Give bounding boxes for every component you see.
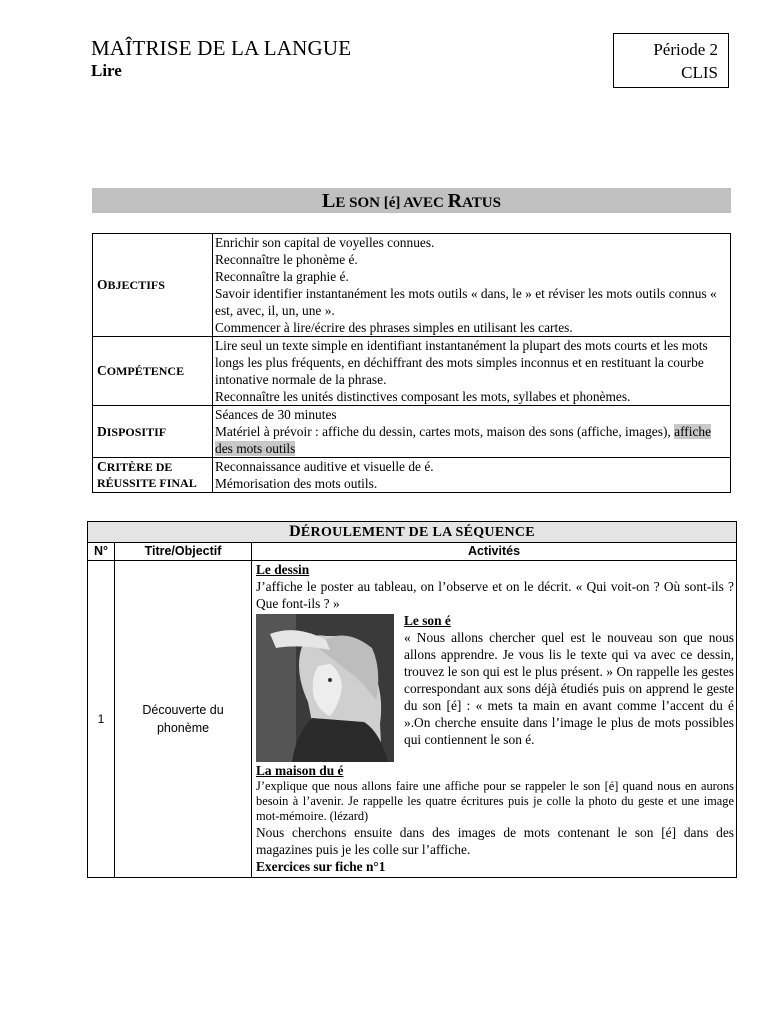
child-photo-icon bbox=[256, 614, 394, 762]
table-row-critere bbox=[93, 458, 731, 493]
page-title: MAÎTRISE DE LA LANGUE bbox=[91, 36, 352, 60]
col-header-activites: Activités bbox=[252, 543, 737, 561]
activity-text-magazines: Nous cherchons ensuite dans des images de mots contenant le son [é] dans des magazines puis je les colle sur l’affiche. bbox=[256, 825, 734, 857]
seq-title-rest-2: ATUS bbox=[462, 195, 501, 211]
activity-title-son: Le son é bbox=[404, 613, 451, 628]
row-label: DISPOSITIF bbox=[93, 406, 213, 458]
deroulement-title: DÉROULEMENT DE LA SÉQUENCE bbox=[88, 522, 737, 543]
row-value: Séances de 30 minutes Matériel à prévoir : affiche du dessin, cartes mots, maison des sons (affiche, images), affiche des mots outils bbox=[213, 406, 731, 458]
activity-title-maison: La maison du é bbox=[256, 763, 344, 778]
row-num: 1 bbox=[88, 561, 115, 878]
activity-title-dessin: Le dessin bbox=[256, 562, 310, 577]
seq-title-rest-1: E SON [é] AVEC bbox=[335, 195, 448, 211]
table-row-objectifs bbox=[93, 234, 731, 337]
table-row bbox=[88, 561, 737, 878]
row-label: COMPÉTENCE bbox=[93, 337, 213, 406]
photo-image bbox=[256, 614, 394, 762]
sequence-title-banner bbox=[92, 188, 731, 213]
page-subtitle: Lire bbox=[91, 61, 122, 80]
objectifs-table bbox=[92, 233, 731, 493]
row-value: Lire seul un texte simple en identifiant instantanément la plupart des mots courts et les mots longs les plus fréquents, en déchiffrant des mots simples inconnus et en restituant la courbe intonative normale de la phrase. Reconnaître les unités distinctives composant les mots, syllabes et phonèmes. bbox=[213, 337, 731, 406]
row-label: CRITÈRE DE RÉUSSITE FINAL bbox=[93, 458, 213, 493]
row-titre: Découverte du phonème bbox=[115, 561, 252, 878]
highlighted-text: affiche des mots outils bbox=[215, 424, 712, 456]
table-row-competence bbox=[93, 337, 731, 406]
activity-exercices: Exercices sur fiche n°1 bbox=[256, 859, 386, 874]
activity-text-dessin: J’affiche le poster au tableau, on l’observe et on le décrit. « Qui voit-on ? Où sont-ils ? Que font-ils ? » bbox=[256, 579, 734, 611]
periode-label: Période 2 bbox=[653, 40, 718, 59]
row-activites bbox=[252, 561, 737, 878]
row-value: Reconnaissance auditive et visuelle de é. Mémorisation des mots outils. bbox=[213, 458, 731, 493]
row-value: Enrichir son capital de voyelles connues. Reconnaître le phonème é. Reconnaître la graphie é. Savoir identifier instantanément les mots outils « dans, le » et réviser les mots outils connus « est, avec, il, un, une ». Commencer à lire/écrire des phrases simples en utilisant les cartes. bbox=[213, 234, 731, 337]
row-label: OBJECTIFS bbox=[93, 234, 213, 337]
periode-box bbox=[613, 33, 729, 88]
col-header-titre: Titre/Objectif bbox=[115, 543, 252, 561]
seq-title-cap-2: R bbox=[447, 190, 463, 212]
classe-label: CLIS bbox=[681, 63, 718, 82]
deroulement-table bbox=[87, 521, 737, 878]
table-row-dispositif bbox=[93, 406, 731, 458]
col-header-num: N° bbox=[88, 543, 115, 561]
seq-title-cap-1: L bbox=[322, 190, 336, 212]
activity-text-son: « Nous allons chercher quel est le nouveau son que nous allons apprendre. Je vous lis le texte qui va avec ce dessin, trouvez le son qui est le plus présent. » On rappelle les gestes correspondant aux sons déjà étudiés puis on apprend le geste du son [é] : « mets ta main en avant comme l’accent du é ».On cherche ensuite dans l’image le plus de mots possibles qui contiennent le son é. bbox=[404, 630, 734, 747]
activity-text-maison: J’explique que nous allons faire une affiche pour se rappeler le son [é] quand nous en aurons besoin à l’avenir. Je rappelle les quatre écritures puis je colle la photo du geste et une image mot-mémoire. (lézard) bbox=[256, 779, 734, 823]
